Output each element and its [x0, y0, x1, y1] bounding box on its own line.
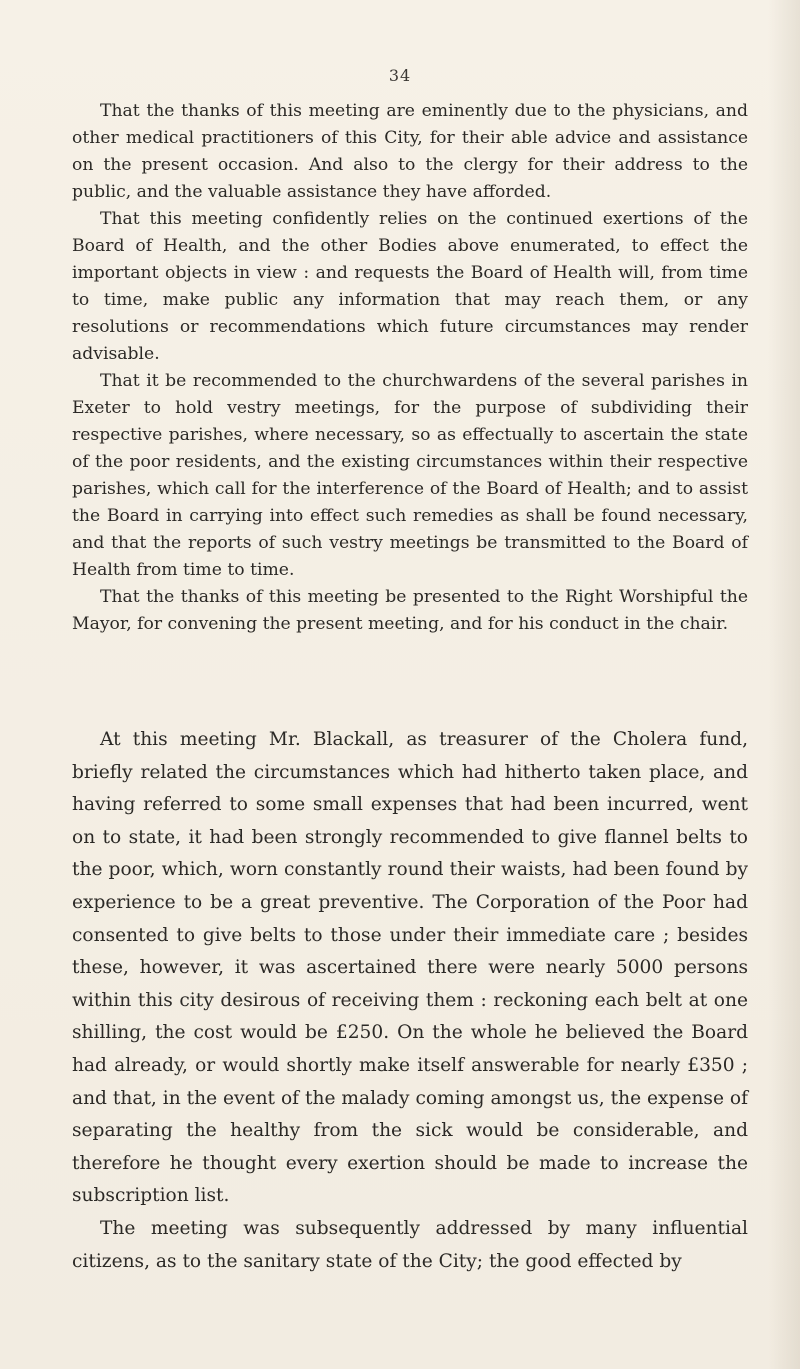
meeting-narrative-section: [72, 724, 748, 1278]
resolution-paragraph-2: That this meeting confidently relies on the continued exertions of the Board of Health, and the other Bodies above enumerated, to effect the important objects in view : and requests the Board of Health will, from time to time, make public any information that may reach them, or any resolutions or recommendations which future circumstances may render advisable.: [72, 209, 748, 364]
narrative-paragraph-1: At this meeting Mr. Blackall, as treasurer of the Cholera fund, briefly related the circumstances which had hitherto taken place, and having referred to some small expenses that had been incurred, went on to state, it had been strongly recommended to give flannel belts to the poor, which, worn constantly round their waists, had been found by experience to be a great preventive. The Corporation of the Poor had consented to give belts to those under their immediate care ; besides these, however, it was ascertained there were nearly 5000 persons within this city desirous of receiving them : reckoning each belt at one shilling, the cost would be £250. On the whole he believed the Board had already, or would shortly make itself answerable for nearly £350 ; and that, in the event of the malady coming amongst us, the expense of separating the healthy from the sick would be considerable, and therefore he thought every exertion should be made to increase the subscription list.: [72, 729, 748, 1207]
resolution-paragraph-3: That it be recommended to the churchwardens of the several parishes in Exeter to hold vestry meetings, for the purpose of subdividing their respective parishes, where necessary, so as effectually to ascertain the state of the poor residents, and the existing circumstances within their respective parishes, which call for the interference of the Board of Health; and to assist the Board in carrying into effect such remedies as shall be found necessary, and that the reports of such vestry meetings be transmitted to the Board of Health from time to time.: [72, 371, 748, 580]
narrative-paragraph-2: The meeting was subsequently addressed by many influential citizens, as to the sanitary state of the City; the good effected by: [72, 1217, 748, 1272]
resolutions-section: [72, 98, 748, 638]
page-number: 34: [388, 66, 412, 85]
resolution-paragraph-4: That the thanks of this meeting be presented to the Right Worshipful the Mayor, for convening the present meeting, and for his conduct in the chair.: [72, 587, 748, 634]
resolution-paragraph-1: That the thanks of this meeting are eminently due to the physicians, and other medical practitioners of this City, for their able advice and assistance on the present occasion. And also to the clergy for their address to the public, and the valuable assistance they have afforded.: [72, 101, 748, 202]
